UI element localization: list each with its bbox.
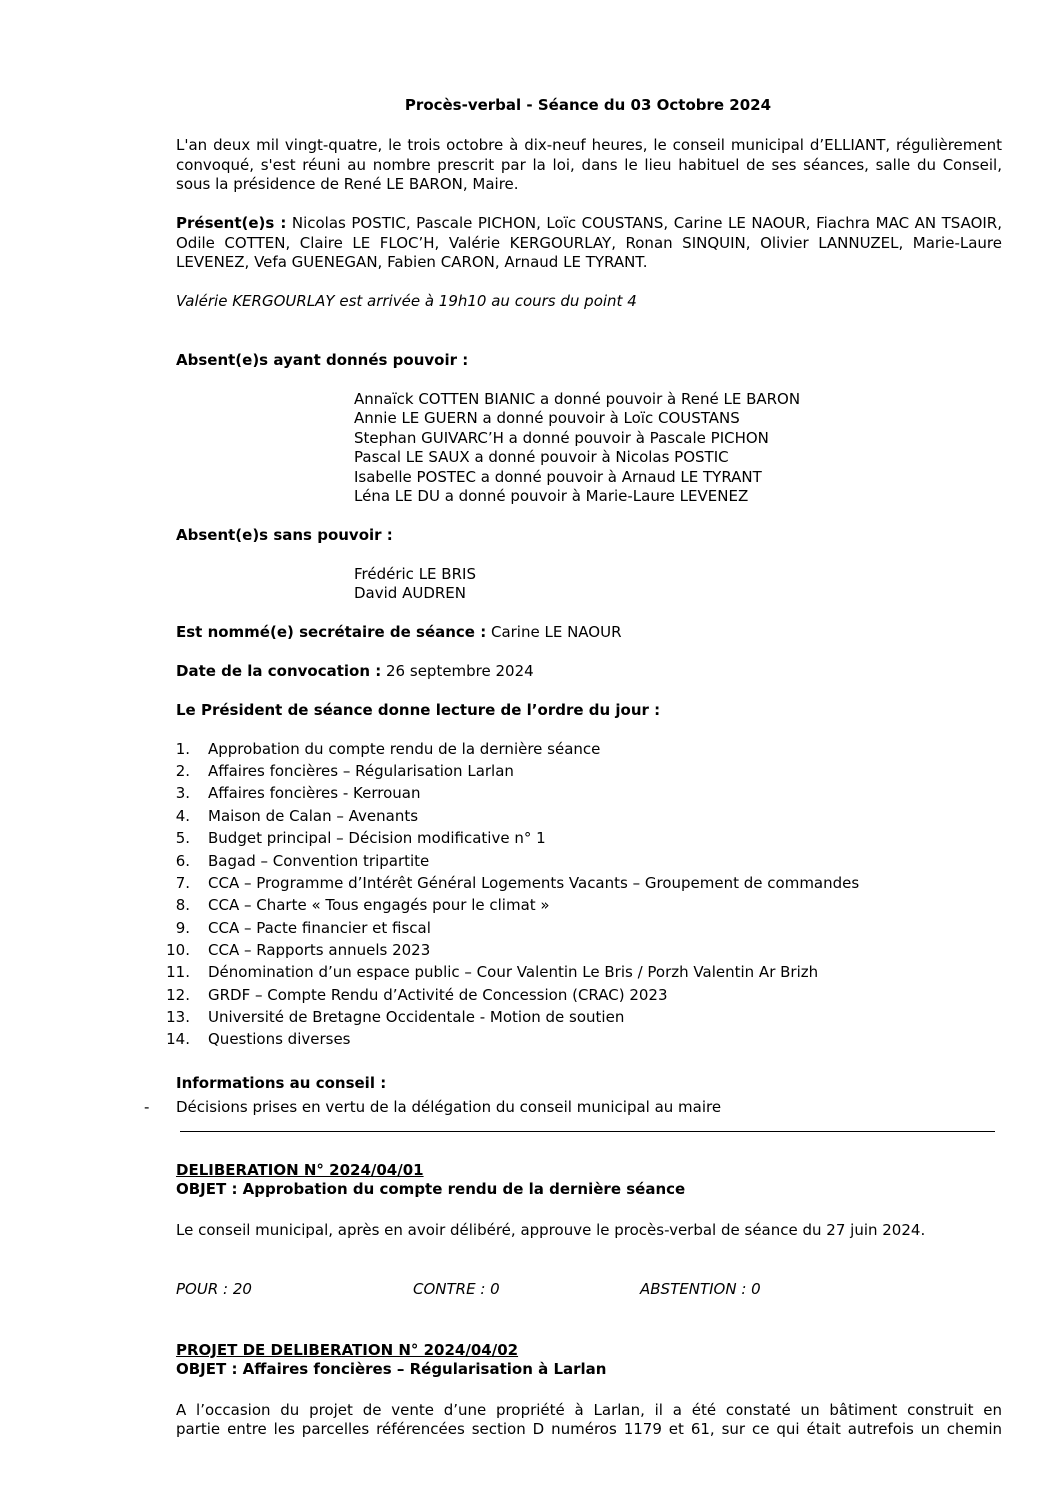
absents-proxy-heading: Absent(e)s ayant donnés pouvoir : xyxy=(176,351,469,369)
secretary-line xyxy=(176,623,1002,643)
agenda-number: 14. xyxy=(166,1030,190,1048)
convocation-label: Date de la convocation : xyxy=(176,662,382,680)
proxy-item: Annaïck COTTEN BIANIC a donné pouvoir à René LE BARON xyxy=(354,390,801,408)
proxy-item: Léna LE DU a donné pouvoir à Marie-Laure LEVENEZ xyxy=(354,487,749,505)
agenda-item: Maison de Calan – Avenants xyxy=(208,807,419,825)
agenda-item: Dénomination d’un espace public – Cour Valentin Le Bris / Porzh Valentin Ar Brizh xyxy=(208,963,819,981)
agenda-number: 13. xyxy=(166,1008,190,1026)
agenda-item: Questions diverses xyxy=(208,1030,351,1048)
deliberation-2-object: OBJET : Affaires foncières – Régularisation à Larlan xyxy=(176,1360,607,1378)
vote-pour: POUR : 20 xyxy=(176,1280,252,1298)
deliberation-1-object: OBJET : Approbation du compte rendu de la dernière séance xyxy=(176,1180,686,1198)
deliberation-1-heading: DELIBERATION N° 2024/04/01 xyxy=(176,1161,424,1179)
agenda-heading: Le Président de séance donne lecture de l’ordre du jour : xyxy=(176,701,661,719)
agenda-number: 10. xyxy=(166,941,190,959)
agenda-item: GRDF – Compte Rendu d’Activité de Concession (CRAC) 2023 xyxy=(208,986,668,1004)
agenda-number: 1. xyxy=(175,740,190,758)
agenda-item: Approbation du compte rendu de la dernière séance xyxy=(208,740,601,758)
vote-contre: CONTRE : 0 xyxy=(413,1280,500,1298)
agenda-item: CCA – Charte « Tous engagés pour le climat » xyxy=(208,896,550,914)
agenda-number: 8. xyxy=(175,896,190,914)
agenda-item: CCA – Pacte financier et fiscal xyxy=(208,919,431,937)
agenda-item: Université de Bretagne Occidentale - Motion de soutien xyxy=(208,1008,625,1026)
agenda-number: 9. xyxy=(175,919,190,937)
absent-item: Frédéric LE BRIS xyxy=(354,565,476,583)
agenda-item: Affaires foncières - Kerrouan xyxy=(208,784,421,802)
agenda-item: Budget principal – Décision modificative n° 1 xyxy=(208,829,546,847)
section-divider xyxy=(180,1131,995,1132)
presents-list: Nicolas POSTIC, Pascale PICHON, Loïc COUSTANS, Carine LE NAOUR, Fiachra MAC AN TSAOIR, Odile COTTEN, Claire LE FLOC’H, Valérie KERGOURLAY, Ronan SINQUIN, Olivier LANNUZEL, Marie-Laure LEVENEZ, Vefa GUENEGAN, Fabien CARON, Arnaud LE TYRANT. xyxy=(176,214,1002,271)
agenda-number: 2. xyxy=(175,762,190,780)
agenda-number: 6. xyxy=(175,852,190,870)
info-bullet: - xyxy=(144,1098,150,1116)
agenda-number: 7. xyxy=(175,874,190,892)
convocation-line xyxy=(176,662,1002,682)
agenda-number: 3. xyxy=(175,784,190,802)
proxy-item: Pascal LE SAUX a donné pouvoir à Nicolas POSTIC xyxy=(354,448,729,466)
absents-no-proxy-heading: Absent(e)s sans pouvoir : xyxy=(176,526,393,544)
arrival-note: Valérie KERGOURLAY est arrivée à 19h10 au cours du point 4 xyxy=(176,292,637,310)
deliberation-2-text-line-2: partie entre les parcelles référencées section D numéros 1179 et 61, sur ce qui était autrefois un chemin xyxy=(176,1420,1002,1438)
info-item: Décisions prises en vertu de la délégation du conseil municipal au maire xyxy=(176,1098,722,1116)
agenda-item: Bagad – Convention tripartite xyxy=(208,852,430,870)
agenda-number: 11. xyxy=(166,963,190,981)
info-heading: Informations au conseil : xyxy=(176,1074,387,1092)
document-title: Procès-verbal - Séance du 03 Octobre 2024 xyxy=(404,96,772,114)
proxy-item: Stephan GUIVARC’H a donné pouvoir à Pascale PICHON xyxy=(354,429,769,447)
proxy-item: Isabelle POSTEC a donné pouvoir à Arnaud LE TYRANT xyxy=(354,468,762,486)
agenda-number: 4. xyxy=(175,807,190,825)
presents-paragraph xyxy=(176,214,1002,273)
agenda-item: CCA – Programme d’Intérêt Général Logements Vacants – Groupement de commandes xyxy=(208,874,860,892)
agenda-number: 5. xyxy=(175,829,190,847)
secretary-value: Carine LE NAOUR xyxy=(486,623,622,641)
vote-abstention: ABSTENTION : 0 xyxy=(640,1280,761,1298)
deliberation-1-text: Le conseil municipal, après en avoir délibéré, approuve le procès-verbal de séance du 27 juin 2024. xyxy=(176,1221,926,1239)
deliberation-2-heading: PROJET DE DELIBERATION N° 2024/04/02 xyxy=(176,1341,519,1359)
proxy-item: Annie LE GUERN a donné pouvoir à Loïc COUSTANS xyxy=(354,409,740,427)
agenda-number: 12. xyxy=(166,986,190,1004)
agenda-item: CCA – Rapports annuels 2023 xyxy=(208,941,431,959)
absent-item: David AUDREN xyxy=(354,584,466,602)
deliberation-2-text-line-1: A l’occasion du projet de vente d’une propriété à Larlan, il a été constaté un bâtiment construit en xyxy=(176,1401,1002,1419)
secretary-label: Est nommé(e) secrétaire de séance : xyxy=(176,623,487,641)
presents-label: Présent(e)s : xyxy=(176,214,287,232)
convocation-value: 26 septembre 2024 xyxy=(381,662,534,680)
agenda-item: Affaires foncières – Régularisation Larlan xyxy=(208,762,514,780)
intro-paragraph: L'an deux mil vingt-quatre, le trois octobre à dix-neuf heures, le conseil municipal d’ELLIANT, régulièrement convoqué, s'est réuni au nombre prescrit par la loi, dans le lieu habituel de ses séances, salle du Conseil, sous la présidence de René LE BARON, Maire. xyxy=(176,136,1002,193)
